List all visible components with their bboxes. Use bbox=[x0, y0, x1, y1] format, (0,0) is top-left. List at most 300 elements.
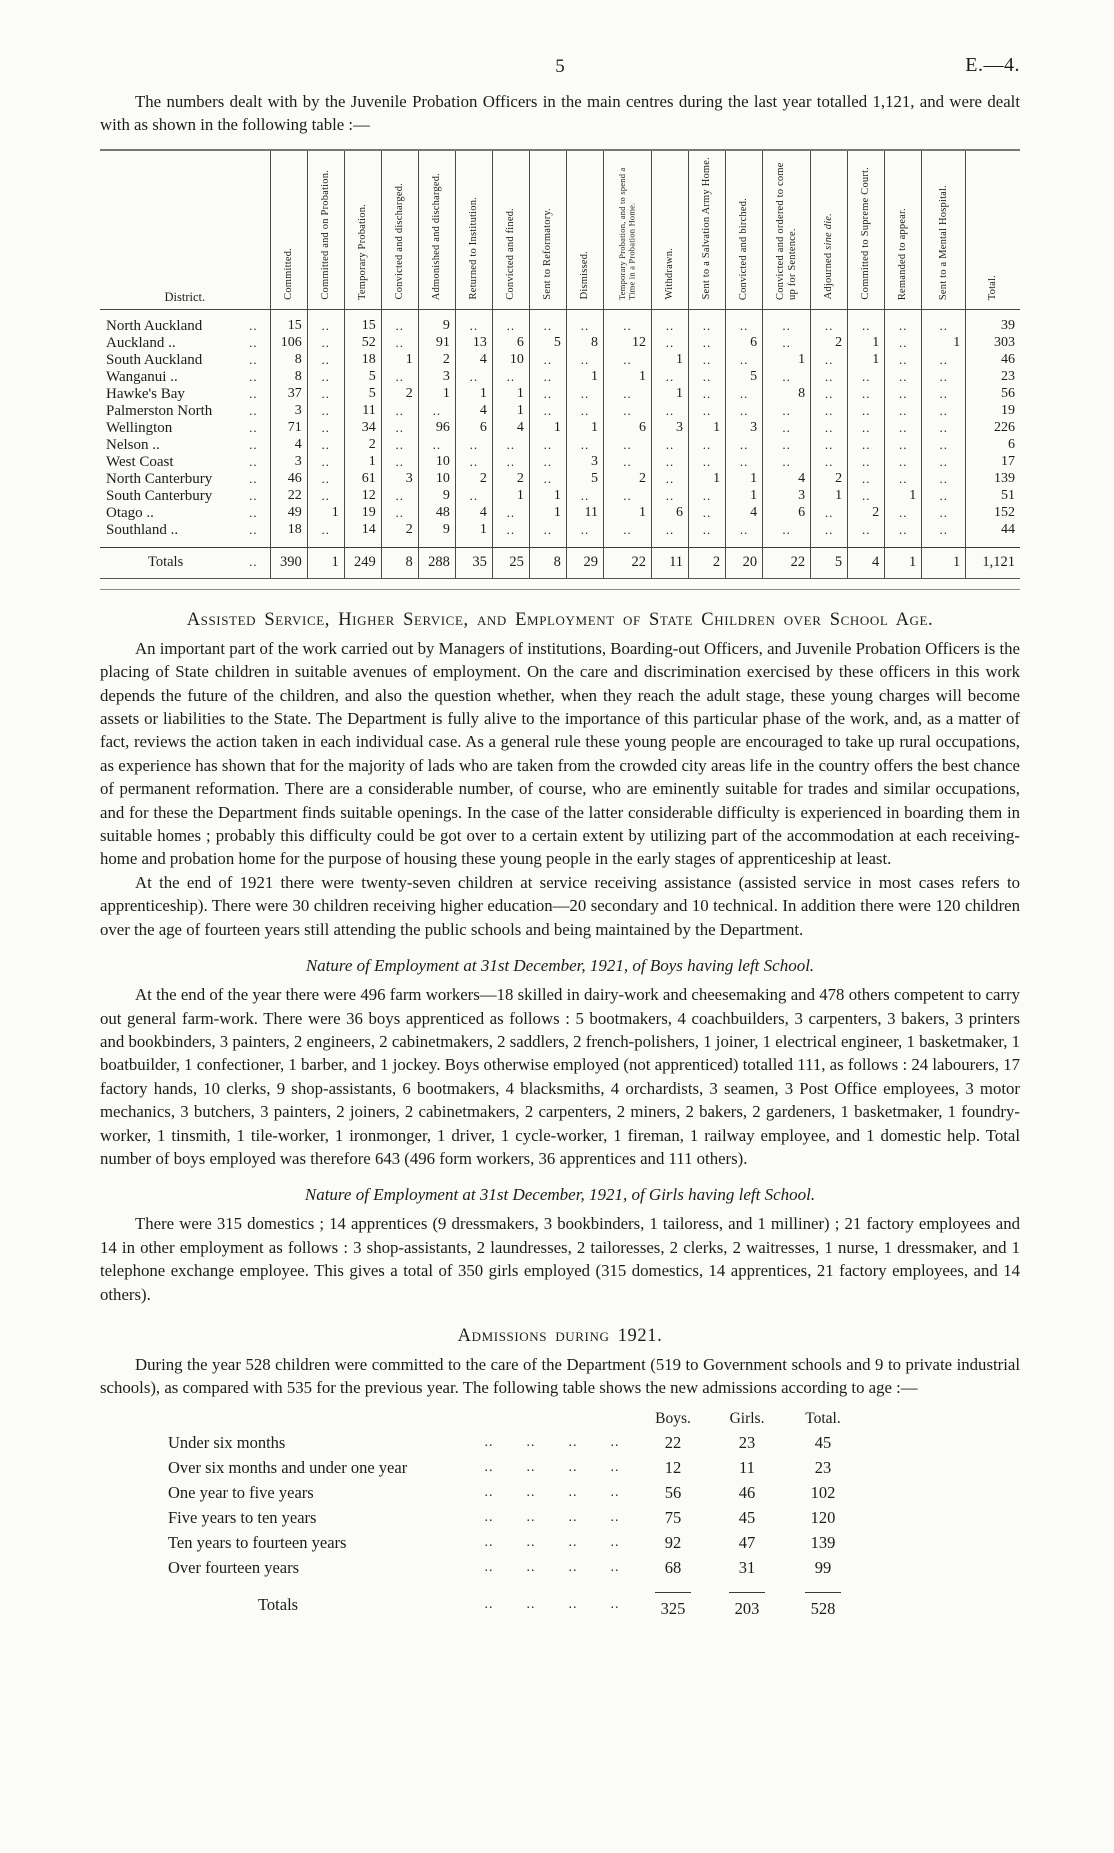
value-cell: .. bbox=[811, 369, 848, 386]
value-cell: .. bbox=[726, 522, 763, 539]
value-cell: 1 bbox=[811, 488, 848, 505]
value-cell: 5 bbox=[529, 335, 566, 352]
admissions-table bbox=[168, 1408, 1020, 1621]
value-cell: .. bbox=[603, 522, 651, 539]
section-heading-assisted: Assisted Service, Higher Service, and Employment of State Children over School Age. bbox=[186, 609, 934, 630]
value-cell: .. bbox=[811, 522, 848, 539]
table-row bbox=[100, 471, 1020, 488]
spacer-row bbox=[100, 539, 1020, 548]
admissions-header-row bbox=[168, 1408, 1020, 1430]
value-cell: .. bbox=[848, 437, 885, 454]
main-table-wrap bbox=[100, 149, 1020, 579]
value-cell: 18 bbox=[344, 352, 381, 369]
row-total-cell: 139 bbox=[966, 471, 1020, 488]
value-cell: .. bbox=[492, 522, 529, 539]
value-cell: 1 bbox=[381, 352, 418, 369]
grand-total-cell: 1,121 bbox=[966, 547, 1020, 578]
admissions-value: 120 bbox=[810, 1507, 836, 1527]
value-cell: .. bbox=[652, 437, 689, 454]
value-cell: .. bbox=[307, 335, 344, 352]
value-cell: .. bbox=[307, 318, 344, 335]
admissions-leader: .. bbox=[568, 1534, 578, 1550]
value-cell: .. bbox=[381, 454, 418, 471]
value-cell: .. bbox=[307, 437, 344, 454]
column-header: Convicted and ordered to come up for Sentence. bbox=[763, 150, 811, 309]
value-cell: 5 bbox=[344, 386, 381, 403]
totals-row bbox=[100, 547, 1020, 578]
value-cell: 1 bbox=[763, 352, 811, 369]
admissions-value: 45 bbox=[738, 1507, 756, 1527]
value-cell: 8 bbox=[270, 369, 307, 386]
value-cell: 1 bbox=[885, 488, 922, 505]
value-cell: .. bbox=[689, 318, 726, 335]
admissions-value: 22 bbox=[664, 1432, 682, 1452]
value-cell: .. bbox=[381, 369, 418, 386]
admissions-header-spacer bbox=[168, 1408, 468, 1430]
value-cell: 9 bbox=[418, 488, 455, 505]
value-cell: .. bbox=[689, 488, 726, 505]
value-cell: .. bbox=[492, 505, 529, 522]
value-cell: .. bbox=[922, 369, 966, 386]
value-cell: 61 bbox=[344, 471, 381, 488]
value-cell: .. bbox=[529, 352, 566, 369]
value-cell: .. bbox=[689, 522, 726, 539]
value-cell: 22 bbox=[270, 488, 307, 505]
admissions-header-spacer bbox=[510, 1408, 552, 1430]
value-cell: .. bbox=[603, 454, 651, 471]
value-cell: 8 bbox=[566, 335, 603, 352]
admissions-total-value: 203 bbox=[710, 1592, 784, 1621]
main-table bbox=[100, 150, 1020, 578]
value-cell: 6 bbox=[455, 420, 492, 437]
value-cell: .. bbox=[492, 437, 529, 454]
value-cell: 6 bbox=[763, 505, 811, 522]
value-cell: 22 bbox=[763, 547, 811, 578]
value-cell: .. bbox=[307, 488, 344, 505]
value-cell: .. bbox=[418, 403, 455, 420]
value-cell: 2 bbox=[603, 471, 651, 488]
value-cell: 48 bbox=[418, 505, 455, 522]
value-cell: .. bbox=[848, 522, 885, 539]
district-cell: .. Wanganui .. bbox=[106, 368, 258, 385]
value-cell: 11 bbox=[566, 505, 603, 522]
value-cell: .. bbox=[922, 437, 966, 454]
value-cell: .. bbox=[726, 352, 763, 369]
value-cell: .. bbox=[652, 522, 689, 539]
district-cell: .. North Auckland bbox=[106, 317, 258, 334]
value-cell: .. bbox=[922, 318, 966, 335]
value-cell: 9 bbox=[418, 318, 455, 335]
table-row bbox=[100, 420, 1020, 437]
value-cell: .. bbox=[381, 488, 418, 505]
value-cell: 3 bbox=[381, 471, 418, 488]
value-cell: .. bbox=[885, 505, 922, 522]
district-cell: .. Hawke's Bay bbox=[106, 385, 258, 402]
value-cell: .. bbox=[811, 420, 848, 437]
value-cell: 34 bbox=[344, 420, 381, 437]
value-cell: .. bbox=[922, 454, 966, 471]
value-cell: .. bbox=[455, 318, 492, 335]
table-row bbox=[100, 454, 1020, 471]
admissions-row bbox=[168, 1530, 1020, 1555]
value-cell: .. bbox=[307, 454, 344, 471]
value-cell: 6 bbox=[492, 335, 529, 352]
admissions-leader: .. bbox=[568, 1459, 578, 1475]
value-cell: .. bbox=[529, 471, 566, 488]
value-cell: 6 bbox=[652, 505, 689, 522]
value-cell: 1 bbox=[344, 454, 381, 471]
value-cell: .. bbox=[848, 420, 885, 437]
value-cell: .. bbox=[566, 437, 603, 454]
value-cell: .. bbox=[726, 437, 763, 454]
paragraph-boys: At the end of the year there were 496 farm workers—18 skilled in dairy-work and cheesemaking and 478 others competent to carry out general farm-work. There were 36 boys apprenticed as follows : 5 bootmakers, 4 coachbuilders, 3 carpenters, 3 bakers, 3 printers and bookbinders, 3 painters, 2 engineers, 2 cabinetmakers, 2 saddlers, 2 french-polishers, 1 joiner, 1 electrical engineer, 1 basketmaker, 1 boatbuilder, 1 confectioner, 1 barber, and 1 jockey. Boys otherwise employed (not apprenticed) totalled 111, as follows : 24 labourers, 17 factory hands, 10 clerks, 9 shop-assistants, 6 bootmakers, 4 blacksmiths, 4 orchardists, 3 seamen, 3 Post Office employees, 3 motor mechanics, 3 butchers, 3 painters, 2 joiners, 2 cabinetmakers, 2 carpenters, 2 miners, 2 bakers, 2 gardeners, 1 basketmaker, 1 foundry-worker, 1 tinsmith, 1 tile-worker, 1 ironmonger, 1 driver, 1 cycle-worker, 1 fireman, 1 railway employee, and 1 domestic help. Total number of boys employed was therefore 643 (496 form workers, 36 apprentices and 111 others). bbox=[100, 985, 1020, 1168]
value-cell: .. bbox=[603, 318, 651, 335]
admissions-value: 99 bbox=[814, 1557, 832, 1577]
column-header: Sent to a Mental Hospital. bbox=[922, 150, 966, 309]
admissions-leader: .. bbox=[610, 1509, 620, 1525]
value-cell: .. bbox=[455, 454, 492, 471]
admissions-value: 75 bbox=[664, 1507, 682, 1527]
value-cell: .. bbox=[885, 352, 922, 369]
column-header: Sent to Reformatory. bbox=[529, 150, 566, 309]
value-cell: 1 bbox=[885, 547, 922, 578]
value-cell: 8 bbox=[529, 547, 566, 578]
value-cell: 22 bbox=[603, 547, 651, 578]
value-cell: .. bbox=[922, 386, 966, 403]
value-cell: 1 bbox=[848, 352, 885, 369]
value-cell: 6 bbox=[603, 420, 651, 437]
admissions-leader: .. bbox=[610, 1434, 620, 1450]
value-cell: 5 bbox=[811, 547, 848, 578]
value-cell: .. bbox=[689, 403, 726, 420]
value-cell: .. bbox=[726, 403, 763, 420]
value-cell: 1 bbox=[726, 488, 763, 505]
admissions-row bbox=[168, 1430, 1020, 1455]
value-cell: .. bbox=[307, 420, 344, 437]
table-row bbox=[100, 505, 1020, 522]
paragraph-assisted-2: At the end of 1921 there were twenty-seven children at service receiving assistance (assisted service in most cases refers to apprenticeship). There were 30 children receiving higher education—20 secondary and 10 technical. In addition there were 120 children over the age of fourteen years still attending the public schools and being maintained by the Department. bbox=[100, 872, 1020, 939]
value-cell: 37 bbox=[270, 386, 307, 403]
admissions-value: 23 bbox=[814, 1457, 832, 1477]
admissions-leader: .. bbox=[610, 1559, 620, 1575]
value-cell: 10 bbox=[492, 352, 529, 369]
admissions-header-boys: Boys. bbox=[655, 1409, 691, 1427]
value-cell: .. bbox=[848, 471, 885, 488]
column-header: Convicted and discharged. bbox=[381, 150, 418, 309]
value-cell: .. bbox=[811, 437, 848, 454]
value-cell: 1 bbox=[652, 386, 689, 403]
row-total-cell: 303 bbox=[966, 335, 1020, 352]
value-cell: 49 bbox=[270, 505, 307, 522]
admissions-leader: .. bbox=[526, 1434, 536, 1450]
admissions-row bbox=[168, 1505, 1020, 1530]
intro-paragraph: The numbers dealt with by the Juvenile Probation Officers in the main centres during the last year totalled 1,121, and were dealt with as shown in the following table :— bbox=[100, 92, 1020, 135]
value-cell: 5 bbox=[566, 471, 603, 488]
admissions-value: 92 bbox=[664, 1532, 682, 1552]
value-cell: 4 bbox=[492, 420, 529, 437]
value-cell: 19 bbox=[344, 505, 381, 522]
value-cell: 91 bbox=[418, 335, 455, 352]
value-cell: .. bbox=[689, 437, 726, 454]
value-cell: 46 bbox=[270, 471, 307, 488]
value-cell: .. bbox=[566, 352, 603, 369]
admissions-leader: .. bbox=[568, 1596, 578, 1612]
value-cell: .. bbox=[922, 420, 966, 437]
admissions-leader: .. bbox=[526, 1559, 536, 1575]
value-cell: .. bbox=[529, 454, 566, 471]
value-cell: 4 bbox=[455, 505, 492, 522]
value-cell: .. bbox=[652, 471, 689, 488]
admissions-total-value: 325 bbox=[636, 1592, 710, 1621]
admissions-row bbox=[168, 1480, 1020, 1505]
admissions-leader: .. bbox=[568, 1484, 578, 1500]
value-cell: .. bbox=[922, 522, 966, 539]
value-cell: .. bbox=[885, 437, 922, 454]
column-header: Dismissed. bbox=[566, 150, 603, 309]
admissions-leader: .. bbox=[610, 1484, 620, 1500]
admissions-value: 102 bbox=[810, 1482, 836, 1502]
value-cell: 390 bbox=[270, 547, 307, 578]
admissions-value: 23 bbox=[738, 1432, 756, 1452]
value-cell: .. bbox=[885, 369, 922, 386]
value-cell: 1 bbox=[529, 488, 566, 505]
table-row bbox=[100, 386, 1020, 403]
value-cell: .. bbox=[848, 386, 885, 403]
value-cell: 1 bbox=[922, 547, 966, 578]
value-cell: 3 bbox=[726, 420, 763, 437]
admissions-value: 45 bbox=[814, 1432, 832, 1452]
admissions-leader: .. bbox=[484, 1509, 494, 1525]
value-cell: .. bbox=[689, 335, 726, 352]
value-cell: 2 bbox=[418, 352, 455, 369]
value-cell: 14 bbox=[344, 522, 381, 539]
admissions-header-girls: Girls. bbox=[729, 1409, 765, 1427]
admissions-value: 46 bbox=[738, 1482, 756, 1502]
value-cell: .. bbox=[652, 403, 689, 420]
value-cell: 52 bbox=[344, 335, 381, 352]
value-cell: .. bbox=[603, 488, 651, 505]
admissions-header-total: Total. bbox=[805, 1409, 841, 1427]
row-total-cell: 56 bbox=[966, 386, 1020, 403]
value-cell: 249 bbox=[344, 547, 381, 578]
value-cell: 1 bbox=[455, 386, 492, 403]
value-cell: .. bbox=[418, 437, 455, 454]
value-cell: .. bbox=[689, 386, 726, 403]
value-cell: .. bbox=[922, 471, 966, 488]
admissions-leader: .. bbox=[568, 1559, 578, 1575]
admissions-totals-label: Totals bbox=[258, 1594, 299, 1614]
section-heading-girls: Nature of Employment at 31st December, 1921, of Girls having left School. bbox=[304, 1185, 816, 1205]
value-cell: 9 bbox=[418, 522, 455, 539]
value-cell: .. bbox=[763, 454, 811, 471]
column-header: Total. bbox=[966, 150, 1020, 309]
column-header: Adjourned sine die. bbox=[811, 150, 848, 309]
admissions-leader: .. bbox=[526, 1459, 536, 1475]
value-cell: .. bbox=[566, 386, 603, 403]
admissions-total-value: 528 bbox=[784, 1592, 862, 1621]
admissions-totals-row bbox=[168, 1592, 1020, 1621]
value-cell: 288 bbox=[418, 547, 455, 578]
value-cell: 2 bbox=[811, 471, 848, 488]
admissions-value: 56 bbox=[664, 1482, 682, 1502]
value-cell: .. bbox=[603, 352, 651, 369]
value-cell: .. bbox=[689, 454, 726, 471]
value-cell: .. bbox=[566, 403, 603, 420]
value-cell: 1 bbox=[492, 403, 529, 420]
value-cell: 4 bbox=[763, 471, 811, 488]
value-cell: .. bbox=[848, 403, 885, 420]
value-cell: .. bbox=[689, 505, 726, 522]
value-cell: 2 bbox=[848, 505, 885, 522]
value-cell: 11 bbox=[344, 403, 381, 420]
value-cell: .. bbox=[307, 471, 344, 488]
value-cell: .. bbox=[811, 386, 848, 403]
value-cell: .. bbox=[689, 369, 726, 386]
column-header: Admonished and discharged. bbox=[418, 150, 455, 309]
totals-label-cell: .. Totals bbox=[100, 547, 270, 578]
value-cell: 1 bbox=[307, 505, 344, 522]
value-cell: .. bbox=[307, 352, 344, 369]
value-cell: .. bbox=[922, 488, 966, 505]
admissions-leader: .. bbox=[610, 1596, 620, 1612]
admissions-leader: .. bbox=[484, 1434, 494, 1450]
value-cell: .. bbox=[652, 369, 689, 386]
value-cell: .. bbox=[603, 437, 651, 454]
district-cell: .. South Auckland bbox=[106, 351, 258, 368]
value-cell: .. bbox=[726, 454, 763, 471]
value-cell: 2 bbox=[689, 547, 726, 578]
row-total-cell: 19 bbox=[966, 403, 1020, 420]
table-bottom-rule bbox=[100, 589, 1020, 590]
admissions-row bbox=[168, 1455, 1020, 1480]
value-cell: 13 bbox=[455, 335, 492, 352]
page-header bbox=[100, 54, 1020, 90]
value-cell: 4 bbox=[455, 403, 492, 420]
value-cell: 15 bbox=[270, 318, 307, 335]
value-cell: .. bbox=[811, 505, 848, 522]
district-cell: .. Wellington bbox=[106, 419, 258, 436]
paragraph-assisted-1: An important part of the work carried out by Managers of institutions, Boarding-out Officers, and Juvenile Probation Officers is the placing of State children in suitable avenues of employment. On the care and discrimination exercised by these officers in this work depends the future of the children, and also the question whether, when they reach the adult stage, these young charges will become assets or liabilities to the State. The Department is fully alive to the importance of this particular phase of the work, and, as a matter of fact, reviews the action taken in each individual case. As a general rule these young people are encouraged to take up rural occupations, as experience has shown that for the majority of lads who are taken from the crowded city areas life in the country offers the best chance of permanent reformation. There are a considerable number, of course, who are eminently suitable for trades and similar occupations, and for these the Department finds suitable openings. In the case of the latter considerable difficulty is experienced in boarding them in suitable homes ; probably this difficulty could be got over to a certain extent by utilizing part of the accommodation at each receiving-home and probation home for the purpose of housing these young people in the early stages of apprenticeship at least. bbox=[100, 638, 1020, 869]
value-cell: .. bbox=[652, 454, 689, 471]
value-cell: .. bbox=[885, 471, 922, 488]
admissions-leader: .. bbox=[568, 1434, 578, 1450]
column-header-district: District. bbox=[100, 150, 270, 309]
value-cell: 6 bbox=[726, 335, 763, 352]
value-cell: .. bbox=[811, 454, 848, 471]
value-cell: 10 bbox=[418, 471, 455, 488]
section-heading-boys: Nature of Employment at 31st December, 1921, of Boys having left School. bbox=[305, 956, 815, 976]
value-cell: .. bbox=[652, 335, 689, 352]
value-cell: 1 bbox=[566, 369, 603, 386]
value-cell: 1 bbox=[455, 522, 492, 539]
district-cell: .. Palmerston North bbox=[106, 402, 258, 419]
value-cell: 5 bbox=[726, 369, 763, 386]
admissions-value: 139 bbox=[810, 1532, 836, 1552]
value-cell: 1 bbox=[652, 352, 689, 369]
value-cell: 12 bbox=[603, 335, 651, 352]
value-cell: .. bbox=[763, 335, 811, 352]
value-cell: .. bbox=[455, 437, 492, 454]
district-cell: .. North Canterbury bbox=[106, 470, 258, 487]
value-cell: .. bbox=[381, 403, 418, 420]
district-cell: .. South Canterbury bbox=[106, 487, 258, 504]
value-cell: 2 bbox=[492, 471, 529, 488]
value-cell: 106 bbox=[270, 335, 307, 352]
table-row bbox=[100, 488, 1020, 505]
value-cell: .. bbox=[763, 420, 811, 437]
value-cell: 1 bbox=[689, 471, 726, 488]
district-cell: .. West Coast bbox=[106, 453, 258, 470]
column-header: Remanded to appear. bbox=[885, 150, 922, 309]
district-cell: .. Southland .. bbox=[106, 521, 258, 538]
value-cell: .. bbox=[529, 369, 566, 386]
district-cell: .. Nelson .. bbox=[106, 436, 258, 453]
value-cell: .. bbox=[885, 454, 922, 471]
value-cell: 35 bbox=[455, 547, 492, 578]
value-cell: 12 bbox=[344, 488, 381, 505]
admissions-value: 12 bbox=[664, 1457, 682, 1477]
value-cell: 8 bbox=[270, 352, 307, 369]
value-cell: 15 bbox=[344, 318, 381, 335]
value-cell: .. bbox=[455, 488, 492, 505]
admissions-leader: .. bbox=[526, 1509, 536, 1525]
value-cell: 1 bbox=[603, 369, 651, 386]
admissions-header-spacer bbox=[594, 1408, 636, 1430]
value-cell: .. bbox=[885, 335, 922, 352]
admissions-leader: .. bbox=[610, 1459, 620, 1475]
admissions-leader: .. bbox=[484, 1596, 494, 1612]
value-cell: .. bbox=[726, 318, 763, 335]
value-cell: .. bbox=[763, 369, 811, 386]
value-cell: .. bbox=[848, 369, 885, 386]
column-header: Committed to Supreme Court. bbox=[848, 150, 885, 309]
value-cell: .. bbox=[811, 318, 848, 335]
admissions-row-label: Over fourteen years bbox=[168, 1557, 300, 1577]
row-total-cell: 51 bbox=[966, 488, 1020, 505]
value-cell: .. bbox=[763, 522, 811, 539]
value-cell: 3 bbox=[270, 454, 307, 471]
admissions-header-spacer bbox=[468, 1408, 510, 1430]
value-cell: .. bbox=[885, 522, 922, 539]
value-cell: 2 bbox=[455, 471, 492, 488]
value-cell: 5 bbox=[344, 369, 381, 386]
value-cell: 2 bbox=[811, 335, 848, 352]
admissions-header-spacer bbox=[552, 1408, 594, 1430]
value-cell: .. bbox=[885, 403, 922, 420]
value-cell: 29 bbox=[566, 547, 603, 578]
value-cell: 25 bbox=[492, 547, 529, 578]
value-cell: 4 bbox=[270, 437, 307, 454]
value-cell: 20 bbox=[726, 547, 763, 578]
admissions-row-label: Under six months bbox=[168, 1432, 286, 1452]
value-cell: .. bbox=[885, 420, 922, 437]
value-cell: .. bbox=[381, 420, 418, 437]
value-cell: 1 bbox=[529, 420, 566, 437]
value-cell: .. bbox=[529, 386, 566, 403]
value-cell: .. bbox=[307, 403, 344, 420]
admissions-value: 11 bbox=[739, 1457, 755, 1477]
value-cell: .. bbox=[763, 437, 811, 454]
admissions-row-label: Five years to ten years bbox=[168, 1507, 317, 1527]
value-cell: .. bbox=[492, 454, 529, 471]
district-cell: .. Otago .. bbox=[106, 504, 258, 521]
admissions-leader: .. bbox=[484, 1459, 494, 1475]
row-total-cell: 6 bbox=[966, 437, 1020, 454]
value-cell: .. bbox=[307, 386, 344, 403]
table-row bbox=[100, 335, 1020, 352]
value-cell: 3 bbox=[652, 420, 689, 437]
column-header: Committed. bbox=[270, 150, 307, 309]
